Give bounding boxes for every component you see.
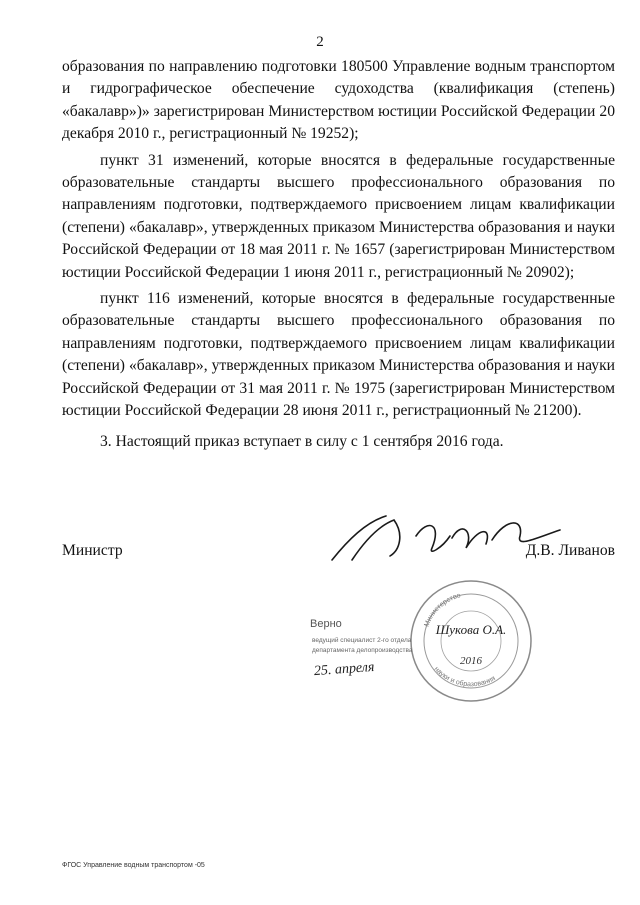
paragraph-item-116: пункт 116 изменений, которые вносятся в федеральные государственные образовательные стандарты высшего профессионального образования по направлениям подготовки, подтверждаемого присвоением лицам квалификации (степени) «бакалавр», утвержденных приказом Министерства образования и науки Российской Федерации от 31 мая 2011 г. № 1975 (зарегистрирован Министерством юстиции Российской Федерации 28 июня 2011 г., регистрационный № 21200).: [62, 290, 615, 420]
certification-verno: Верно: [310, 618, 342, 630]
round-stamp: [408, 578, 534, 704]
stamp-text-top: Министерство: [423, 592, 462, 628]
stamp-year: 2016: [460, 655, 482, 667]
paragraph-item-31: пункт 31 изменений, которые вносятся в федеральные государственные образовательные стандарты высшего профессионального образования по направлениям подготовки, подтверждаемого присвоением лицам квалификации (степени) «бакалавр», утвержденных приказом Министерства образования и науки Российской Федерации от 18 мая 2011 г. № 1657 (зарегистрирован Министерством юстиции Российской Федерации 1 июня 2011 г., регистрационный № 20902);: [62, 151, 615, 281]
certification-date: 25. апреля: [313, 659, 375, 680]
stamp-text-bottom: науки и образования: [432, 665, 497, 689]
document-body: [62, 56, 615, 453]
signer-name: Д.В. Ливанов: [525, 542, 615, 559]
paragraph-continuation: образования по направлению подготовки 180500 Управление водным транспортом и гидрографическое обеспечение судоходства (квалификация (степень) «бакалавр»)» зарегистрирован Министерством юстиции Российской Федерации 20 декабря 2010 г., регистрационный № 19252);: [62, 58, 615, 143]
certification-position: ведущий специалист 2-го отдела департамента делопроизводства: [312, 637, 413, 654]
paragraph-effective-date: 3. Настоящий приказ вступает в силу с 1 сентября 2016 года.: [100, 432, 504, 450]
svg-text:науки и образования: [433, 666, 497, 689]
footer-document-id: ФГОС Управление водным транспортом -05: [62, 862, 205, 869]
page-number: 2: [316, 34, 324, 50]
signature-block: [62, 538, 615, 578]
certification-block: [300, 586, 540, 716]
handwritten-initials: Шукова О.А.: [435, 622, 507, 637]
signer-title: Министр: [62, 542, 123, 559]
